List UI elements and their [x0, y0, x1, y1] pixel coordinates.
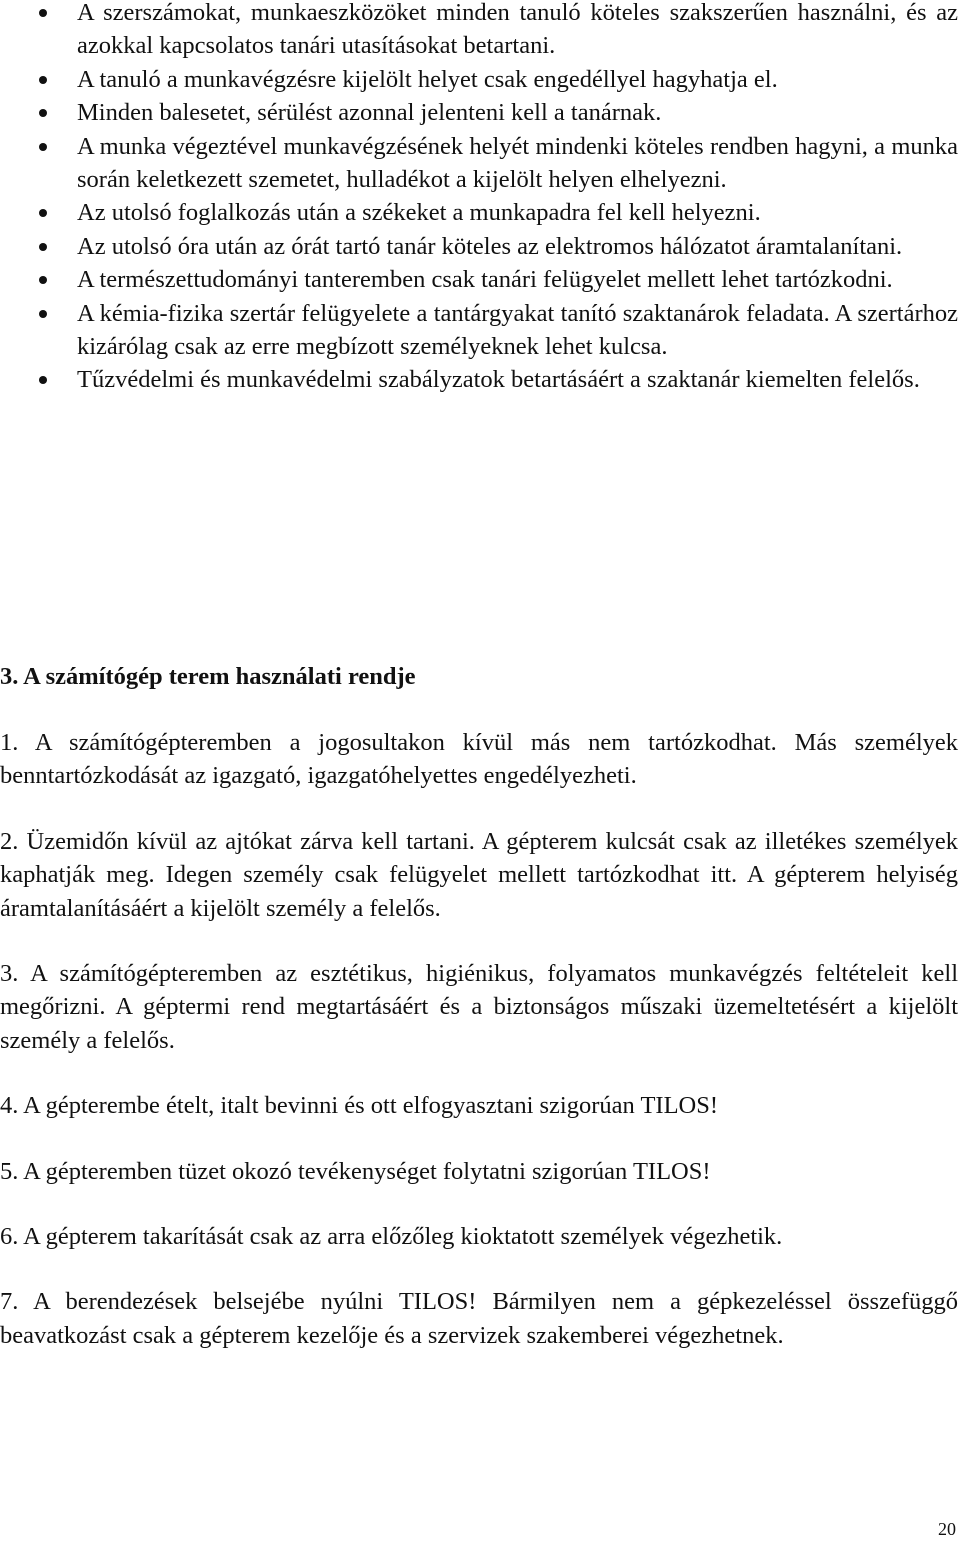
- bullet-text: Minden balesetet, sérülést azonnal jelenteni kell a tanárnak.: [77, 99, 662, 127]
- bullet-text: Az utolsó foglalkozás után a székeket a munkapadra fel kell helyezni.: [77, 199, 761, 227]
- bullet-dot-icon: [39, 9, 47, 17]
- bullet-item: [0, 63, 960, 96]
- page-number: 20: [938, 1519, 956, 1539]
- bullet-text: A természettudományi tanteremben csak tanári felügyelet mellett lehet tartózkodni.: [77, 266, 893, 294]
- bullet-item: [0, 263, 960, 296]
- bullet-text: Tűzvédelmi és munkavédelmi szabályzatok betartásáért a szaktanár kiemelten felelős.: [77, 366, 920, 394]
- bullet-text: A tanuló a munkavégzésre kijelölt helyet csak engedéllyel hagyhatja el.: [77, 65, 778, 93]
- bullet-dot-icon: [39, 143, 47, 151]
- bullet-dot-icon: [39, 243, 47, 251]
- bullet-text: A munka végeztével munkavégzésének helyét mindenki köteles rendben hagyni, a munka során keletkezett szemetet, hulladékot a kijelölt helyen elhelyezni.: [77, 132, 958, 194]
- bullet-dot-icon: [39, 310, 47, 318]
- bullet-dot-icon: [39, 76, 47, 84]
- bullet-text: A kémia-fizika szertár felügyelete a tantárgyakat tanító szaktanárok feladata. A szertárhoz kizárólag csak az erre megbízott személyeknek lehet kulcsa.: [77, 299, 958, 361]
- bullet-item: [0, 363, 960, 396]
- rule-paragraph: 4. A gépterembe ételt, italt bevinni és ott elfogyasztani szigorúan TILOS!: [0, 1092, 719, 1120]
- rule-paragraph: 1. A számítógépteremben a jogosultakon kívül más nem tartózkodhat. Más személyek benntartózkodását az igazgató, igazgatóhelyettes engedélyezheti.: [0, 729, 958, 790]
- rule-paragraph: 7. A berendezések belsejébe nyúlni TILOS! Bármilyen nem a gépkezeléssel összefüggő beavatkozást csak a gépterem kezelője és a szervizek szakemberei végezhetnek.: [0, 1288, 958, 1349]
- bullet-item: [0, 96, 960, 129]
- bullet-item: [0, 297, 960, 364]
- computer-room-rules-section: [0, 659, 960, 1384]
- bullet-item: [0, 130, 960, 197]
- bullet-dot-icon: [39, 209, 47, 217]
- rule-paragraph: 3. A számítógépteremben az esztétikus, higiénikus, folyamatos munkavégzés feltételeit kell megőrizni. A géptermi rend megtartásáért és a biztonságos műszaki üzemeltetésért a kijelölt személy a felelős.: [0, 960, 958, 1054]
- bullet-text: A szerszámokat, munkaeszközöket minden tanuló köteles szakszerűen használni, és az azokkal kapcsolatos tanári utasításokat betartani.: [77, 0, 958, 60]
- section-heading: 3. A számítógép terem használati rendje: [0, 663, 416, 690]
- bullet-item: [0, 0, 960, 63]
- rule-paragraph: 6. A gépterem takarítását csak az arra előzőleg kioktatott személyek végezhetik.: [0, 1223, 783, 1251]
- bullet-dot-icon: [39, 276, 47, 284]
- bullet-text: Az utolsó óra után az órát tartó tanár köteles az elektromos hálózatot áramtalanítani.: [77, 232, 903, 260]
- rule-paragraph: 5. A gépteremben tüzet okozó tevékenységet folytatni szigorúan TILOS!: [0, 1157, 711, 1185]
- bullet-dot-icon: [39, 109, 47, 117]
- bullet-dot-icon: [39, 376, 47, 384]
- bullet-item: [0, 230, 960, 263]
- rules-bullet-list: [0, 0, 960, 397]
- rule-paragraph: 2. Üzemidőn kívül az ajtókat zárva kell tartani. A gépterem kulcsát csak az illetékes személyek kaphatják meg. Idegen személy csak felügyelet mellett tartózkodhat itt. A gépterem helyiség áramtalanításáért a kijelölt személy a felelős.: [0, 827, 958, 922]
- bullet-item: [0, 196, 960, 229]
